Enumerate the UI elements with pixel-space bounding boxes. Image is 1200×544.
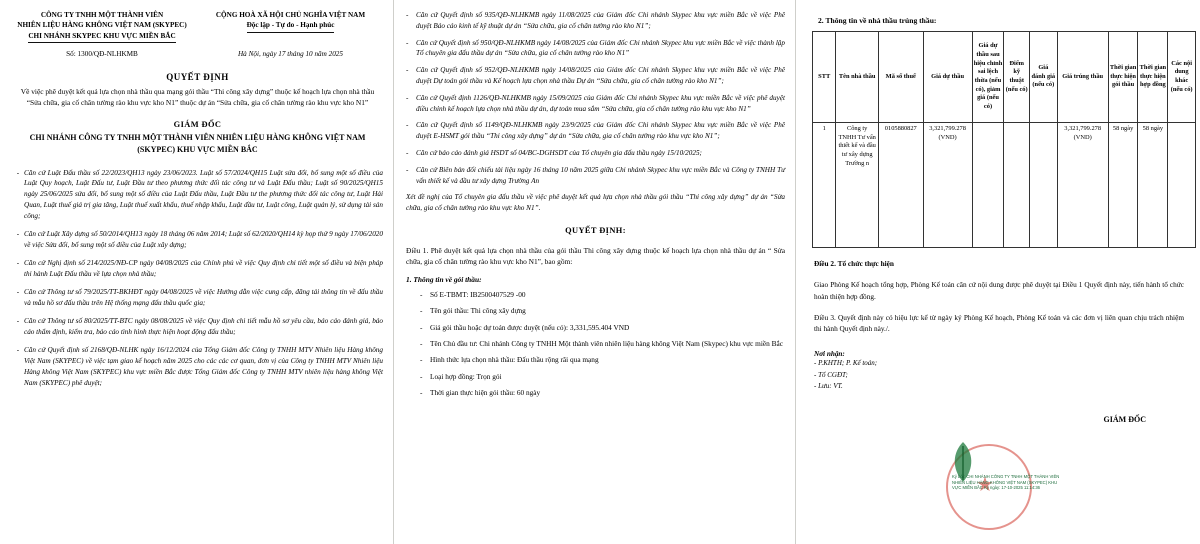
decide-heading: QUYẾT ĐỊNH: <box>565 225 626 235</box>
list-item <box>406 387 785 398</box>
list-item <box>12 287 383 309</box>
cell-tg-hop-dong: 58 ngày <box>1138 123 1168 248</box>
legal-basis-text: Căn cứ Quyết định số 1149/QĐ-NLHKMB ngày 23/9/2025 của Giám đốc Chi nhánh Skypec khu vực miền Bắc về việc Phê duyệt E-HSMT gói thầu “Thi công xây dựng” dự án “Sửa chữa, gia cố chân tường rào khu vực kho N1”; <box>416 121 785 141</box>
package-info-text: Tên gói thầu: Thi công xây dựng <box>430 306 526 316</box>
legal-basis-text: Căn cứ Quyết định 1126/QĐ-NLHKMB ngày 15/09/2025 của Giám đốc Chi nhánh Skypec khu vực miền Bắc về việc phê duyệt điều chỉnh kế hoạch lựa chọn nhà thầu dự án, dự toán mua sắm “Sửa chữa, gia cố chân tường rào khu vực kho N1” <box>416 93 785 113</box>
list-item <box>406 322 785 333</box>
dash-bullet: - <box>420 371 423 381</box>
cell-diem-ky-thuat <box>1004 123 1030 248</box>
list-item <box>12 229 383 251</box>
list-item <box>406 354 785 365</box>
winning-bidder-table <box>812 31 1196 248</box>
signer-title: GIÁM ĐỐC <box>1103 415 1146 424</box>
signature-text: Ký bởi: CHI NHÁNH CÔNG TY TNHH MỘT THÀNH VIÊN NHIÊN LIỆU HÀNG KHÔNG VIỆT NAM (SKYPEC) KHU VỰC MIỀN BẮC Ký ngày: 17-10-2025 11:14:36 <box>952 474 1060 491</box>
th-gia-trung-thau: Giá trúng thầu <box>1057 32 1108 123</box>
article-2-body: Giao Phòng Kế hoạch tổng hợp, Phòng Kế toán căn cứ nội dung được phê duyệt tại Điều 1 Quyết định này, tiến hành tổ chức hoàn thiện hợp đồng. <box>814 280 1184 301</box>
dash-bullet: - <box>16 316 20 325</box>
cell-gia-hieu-chinh <box>972 123 1004 248</box>
dash-bullet: - <box>420 290 423 300</box>
dash-bullet: - <box>16 230 20 239</box>
dash-bullet: - <box>420 306 423 316</box>
package-info-text: Thời gian thực hiện gói thầu: 60 ngày <box>430 387 541 397</box>
list-item <box>12 345 383 389</box>
cell-gia-du-thau: 3,321,799.278 (VND) <box>923 123 972 248</box>
dash-bullet: - <box>420 339 423 349</box>
th-diem-ky-thuat: Điểm kỹ thuật (nếu có) <box>1004 32 1030 123</box>
proposal-paragraph: Xét đề nghị của Tổ chuyên gia đấu thầu về việc phê duyệt kết quả lựa chọn nhà thầu gói thầu “Thi công xây dựng” dự án “Sửa chữa, gia cố chân tường rào khu vực kho N1”. <box>406 193 785 213</box>
package-info-heading: 1. Thông tin về gói thầu: <box>406 275 482 285</box>
th-tg-hop-dong: Thời gian thực hiện hợp đồng <box>1138 32 1168 123</box>
list-item <box>406 371 785 382</box>
dash-bullet: - <box>406 11 409 19</box>
list-item <box>406 148 785 159</box>
legal-basis-text: Căn cứ Biên bản đối chiếu tài liệu ngày 16 tháng 10 năm 2025 giữa Chi nhánh Skypec khu vực miền Bắc và Công ty TNHH Tư vấn thiết kế và đầu tư xây dựng Trường An <box>416 165 785 185</box>
dash-bullet: - <box>420 355 423 365</box>
list-item <box>406 10 785 32</box>
list-item <box>406 120 785 142</box>
digital-signature-stamp <box>946 440 1060 528</box>
national-heading <box>198 10 383 33</box>
cell-gia-trung-thau: 3,321,799.278 (VND) <box>1057 123 1108 248</box>
package-info-text: Số E-TBMT: IB2500407529 -00 <box>430 290 526 300</box>
recipients-list <box>814 358 1190 392</box>
dash-bullet: - <box>406 38 409 47</box>
document-column-1 <box>0 0 394 544</box>
legal-basis-text: Căn cứ Quyết định số 952/QĐ-NLHKMB ngày 14/08/2025 của Giám đốc Chi nhánh Skypec khu vực miền Bắc về việc Phê duyệt Dự toán gói thầu và Kế hoạch lựa chọn nhà thầu Dự án “Sửa chữa, gia cố chân tường rào kho N1”; <box>416 66 785 85</box>
legal-basis-text: Căn cứ Luật Đấu thầu số 22/2023/QH13 ngày 23/06/2023. Luật số 57/2024/QH15 Luật sửa đổi, bổ sung một số điều của Luật Quy hoạch, Luật Đấu tư, Luật Đầu tư theo phương thức đối tác công tư và Luật Đấu thầu; Luật số 90/2025/QH15 ngày 25/06/2025 sửa đổi, bổ sung một số điều của Luật Đấu thầu, Luật Đầu tư the phương thức đối tác công tư, Luật Hải Quan, Luật thuế giá trị gia tăng, Luật thuế xuất khẩu, thuế nhập khẩu, Luật đầu tư, Luật công, Luật quản lý, sử dụng tài sản công; <box>24 168 383 221</box>
article-3: Điều 3. Quyết định này có hiệu lực kể từ ngày ký Phòng Kế hoạch, Phòng Kế toán và các đơn vị liên quan chịu trách nhiệm thi hành Quyết định này./. <box>814 312 1184 334</box>
table-row <box>813 123 1196 248</box>
package-info-text: Giá gói thầu hoặc dự toán được duyệt (nếu có): 3,331,595.404 VND <box>430 322 630 332</box>
dash-bullet: - <box>420 322 423 332</box>
org-line-2: NHIÊN LIỆU HÀNG KHÔNG VIỆT NAM (SKYPEC) <box>17 21 187 30</box>
dash-bullet: - <box>406 121 409 130</box>
cell-khac <box>1168 123 1196 248</box>
letterhead <box>12 10 383 43</box>
th-ma-so-thue: Mã số thuế <box>878 32 923 123</box>
list-item <box>406 38 785 60</box>
th-gia-danh-gia: Giá đánh giá (nếu có) <box>1029 32 1057 123</box>
dash-bullet: - <box>16 345 20 354</box>
cell-gia-danh-gia <box>1029 123 1057 248</box>
list-item <box>12 258 383 280</box>
doc-number-date-row <box>12 50 383 58</box>
legal-basis-text: Căn cứ Quyết định số 2168/QĐ-NLHK ngày 16/12/2024 của Tổng Giám đốc Công ty TNHH MTV Nhiên liệu Hàng không Việt Nam (SKYPEC) về việc tạm giao kế hoạch năm 2025 cho các các cơ quan, đơn vị của Công ty TNHH MTV Nhiên liệu Hàng không Việt Nam (SKYPEC) khu vực miền Bắc được Tổng Giám đốc Công ty TNHH MTV nhiên liệu hàng không Việt Nam (SKYPEC) phê duyệt; <box>24 345 383 387</box>
list-item <box>406 65 785 87</box>
dash-bullet: - <box>16 259 20 268</box>
list-item: - P.KHTH; P. Kế toán; <box>814 359 878 368</box>
director-organization: CHI NHÁNH CÔNG TY TNHH MỘT THÀNH VIÊN NHIÊN LIỆU HÀNG KHÔNG VIỆT NAM (SKYPEC) KHU VỰC MIỀN BẮC <box>29 132 366 154</box>
dash-bullet: - <box>406 165 409 174</box>
article-1: Điều 1. Phê duyệt kết quả lựa chọn nhà thầu của gói thầu Thi công xây dựng thuộc kế hoạch lựa chọn nhà thầu dự án “ Sửa chữa, gia cố chân tường rào khu vực kho N1”, bao gồm: <box>406 245 785 267</box>
th-gia-hieu-chinh: Giá dự thầu sau hiệu chỉnh sai lệch thừa (nếu có), giảm giá (nếu có) <box>972 32 1004 123</box>
package-info-list <box>406 289 785 398</box>
cell-ten-nha-thau: Công ty TNHH Tư vấn thiết kế và đầu tư xây dựng Trường n <box>836 123 879 248</box>
org-line-3: CHI NHÁNH SKYPEC KHU VỰC MIỀN BẮC <box>28 31 175 43</box>
th-khac: Các nội dung khác (nếu có) <box>1168 32 1196 123</box>
legal-basis-text: Căn cứ Quyết định số 935/QĐ-NLHKMB ngày 11/08/2025 của Giám đốc Chi nhánh Skypec khu vực miền Bắc về việc Phê duyệt Báo cáo kinh tế kỹ thuật dự án “Sửa chữa, gia cố chân tường rào kho N1”; <box>416 11 785 30</box>
article-2-heading: Điều 2. Tổ chức thực hiện <box>814 259 894 268</box>
document-column-3 <box>796 0 1200 544</box>
issuing-organization <box>12 10 192 43</box>
legal-bases-list-2 <box>406 10 785 186</box>
dash-bullet: - <box>16 168 20 177</box>
org-line-1: CÔNG TY TNHH MỘT THÀNH VIÊN <box>40 11 164 19</box>
th-gia-du-thau: Giá dự thầu <box>923 32 972 123</box>
list-item <box>12 316 383 338</box>
country-motto: Độc lập - Tự do - Hạnh phúc <box>247 20 335 32</box>
dash-bullet: - <box>406 148 409 157</box>
dash-bullet: - <box>420 387 423 397</box>
list-item <box>406 165 785 187</box>
decision-title: QUYẾT ĐỊNH <box>166 72 229 83</box>
legal-basis-text: Căn cứ Nghị định số 214/2025/NĐ-CP ngày 04/08/2025 của Chính phủ về việc Quy định chi tiết một số điều và biện pháp thi hành Luật Đấu thầu về lựa chọn nhà thầu; <box>24 259 383 279</box>
cell-stt: 1 <box>813 123 836 248</box>
package-info-text: Tên Chủ đầu tư: Chi nhánh Công ty TNHH Một thành viên nhiên liệu hàng không Việt Nam (Skypec) khu vực miền Bắc <box>430 339 783 349</box>
director-title: GIÁM ĐỐC <box>173 119 222 129</box>
package-info-text: Loại hợp đồng: Trọn gói <box>430 371 502 381</box>
cell-tg-goi-thau: 58 ngày <box>1108 123 1138 248</box>
legal-basis-text: Căn cứ Luật Xây dựng số 50/2014/QH13 ngày 18 tháng 06 năm 2014; Luật số 62/2020/QH14 kỳ họp thứ 9 ngày 17/06/2020 về việc Sửa đổi, bổ sung một số điều của Luật xây dựng; <box>24 230 383 250</box>
table-header-row <box>813 32 1196 123</box>
decision-subtitle: Về việc phê duyệt kết quả lựa chọn nhà thầu qua mạng gói thầu “Thi công xây dựng” thuộc kế hoạch lựa chọn nhà thầu “Sửa chữa, gia cố chân tường rào khu vực kho N1” thuộc dự án “Sửa chữa, gia cố chân tường rào khu vực kho N1” <box>20 87 375 108</box>
list-item: - Lưu: VT. <box>814 381 843 390</box>
place-date: Hà Nội, ngày 17 tháng 10 năm 2025 <box>237 50 343 59</box>
dash-bullet: - <box>406 66 409 75</box>
recipients-label: Nơi nhận: <box>814 350 845 359</box>
legal-basis-text: Căn cứ Thông tư số 79/2025/TT-BKHĐT ngày 04/08/2025 về việc Hướng dẫn việc cung cấp, đăng tải thông tin về đấu thầu và mẫu hồ sơ đấu thầu trên Hệ thống mạng đấu thầu quốc gia; <box>24 287 383 307</box>
package-info-text: Hình thức lựa chọn nhà thầu: Đấu thầu rộng rãi qua mạng <box>430 355 599 365</box>
legal-basis-text: Căn cứ Thông tư số 80/2025/TT-BTC ngày 08/08/2025 về việc Quy định chi tiết mẫu hồ sơ yêu cầu, báo cáo đánh giá, báo cáo thẩm định, kiểm tra, báo cáo tình hình thực hiện hoạt động đấu thầu; <box>24 316 383 336</box>
dash-bullet: - <box>16 287 20 296</box>
doc-number: Số: 1300/QĐ-NLHKMB <box>66 50 138 59</box>
list-item <box>406 93 785 115</box>
dash-bullet: - <box>406 93 409 102</box>
list-item <box>406 338 785 349</box>
star-icon: ★ <box>976 474 994 496</box>
list-item <box>406 305 785 316</box>
winner-info-heading: 2. Thông tin về nhà thầu trúng thầu: <box>818 16 937 25</box>
th-stt: STT <box>813 32 836 123</box>
list-item: - Tổ CGĐT; <box>814 370 848 379</box>
th-tg-goi-thau: Thời gian thực hiện gói thầu <box>1108 32 1138 123</box>
legal-basis-text: Căn cứ Quyết định số 950/QĐ-NLHKMB ngày 14/08/2025 của Giám đốc Chi nhánh Skypec khu vực miền Bắc về việc thành lập Tổ chuyên gia đấu thầu dự án “Sửa chữa, gia cố chân tường rào kho N1” <box>416 38 785 58</box>
legal-basis-text: Căn cứ báo cáo đánh giá HSDT số 04/BC-DGHSDT của Tổ chuyên gia đấu thầu ngày 15/10/2025; <box>416 148 702 157</box>
list-item <box>12 168 383 223</box>
document-column-2 <box>394 0 796 544</box>
cell-ma-so-thue: 0105880827 <box>878 123 923 248</box>
country-name: CỘNG HOÀ XÃ HỘI CHỦ NGHĨA VIỆT NAM <box>215 11 366 19</box>
legal-bases-list-1 <box>12 168 383 389</box>
th-ten-nha-thau: Tên nhà thầu <box>836 32 879 123</box>
list-item <box>406 289 785 300</box>
